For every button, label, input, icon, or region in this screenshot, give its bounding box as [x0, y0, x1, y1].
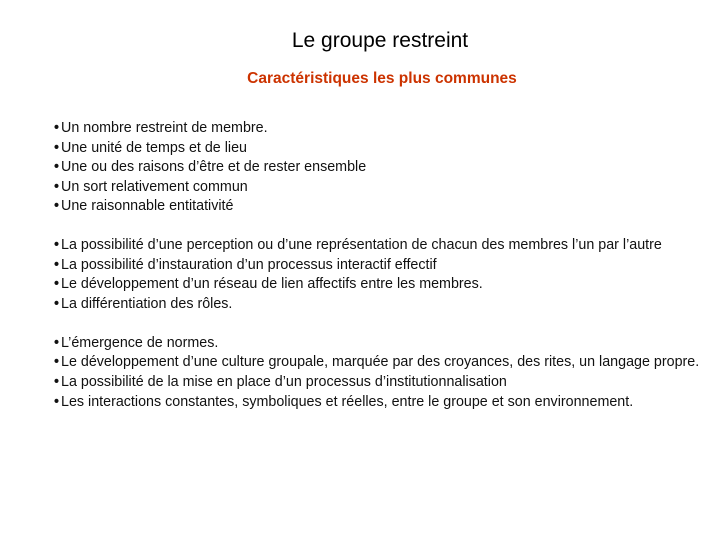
bullet-item — [54, 236, 700, 256]
bullet-icon: • — [54, 159, 60, 176]
bullet-item — [54, 119, 700, 139]
bullet-text: Un sort relativement commun — [61, 178, 248, 195]
bullet-icon: • — [54, 393, 60, 410]
bullet-text: La possibilité d’instauration d’un processus interactif effectif — [61, 256, 437, 273]
bullet-item — [54, 197, 700, 217]
bullet-item — [54, 295, 700, 315]
bullet-text: L’émergence de normes. — [61, 334, 219, 351]
bullet-item — [54, 158, 700, 178]
bullet-group — [54, 236, 700, 314]
bullet-text: Le développement d’un réseau de lien affectifs entre les membres. — [61, 276, 483, 293]
slide-subtitle: Caractéristiques les plus communes — [247, 70, 517, 87]
slide-content — [54, 119, 700, 412]
bullet-item — [54, 139, 700, 159]
bullet-icon: • — [54, 354, 60, 371]
bullet-item — [54, 373, 700, 393]
bullet-text: Le développement d’une culture groupale, marquée par des croyances, des rites, un langage propre. — [61, 354, 700, 371]
bullet-icon: • — [54, 276, 60, 293]
bullet-icon: • — [54, 334, 60, 351]
bullet-item — [54, 334, 700, 354]
bullet-icon: • — [54, 178, 60, 195]
bullet-text: La possibilité d’une perception ou d’une représentation de chacun des membres l’un par l’autre — [61, 237, 662, 254]
bullet-group — [54, 334, 700, 412]
bullet-item — [54, 256, 700, 276]
bullet-icon: • — [54, 373, 60, 390]
bullet-icon: • — [54, 120, 60, 136]
bullet-icon: • — [54, 237, 60, 254]
bullet-text: Une unité de temps et de lieu — [61, 139, 247, 156]
bullet-group — [54, 119, 700, 217]
bullet-icon: • — [54, 139, 60, 156]
bullet-item — [54, 353, 700, 373]
bullet-item — [54, 178, 700, 198]
bullet-text: Une ou des raisons d’être et de rester ensemble — [61, 159, 367, 176]
bullet-text: Un nombre restreint de membre. — [61, 120, 268, 136]
bullet-icon: • — [54, 295, 60, 312]
bullet-item — [54, 393, 700, 413]
bullet-icon: • — [54, 198, 60, 215]
bullet-text: La possibilité de la mise en place d’un processus d’institutionnalisation — [61, 373, 507, 390]
bullet-text: Les interactions constantes, symboliques et réelles, entre le groupe et son environnement. — [61, 393, 634, 410]
bullet-text: La différentiation des rôles. — [61, 295, 233, 312]
bullet-item — [54, 275, 700, 295]
bullet-text: Une raisonnable entitativité — [61, 198, 234, 215]
bullet-icon: • — [54, 256, 60, 273]
slide-title: Le groupe restreint — [291, 29, 469, 52]
